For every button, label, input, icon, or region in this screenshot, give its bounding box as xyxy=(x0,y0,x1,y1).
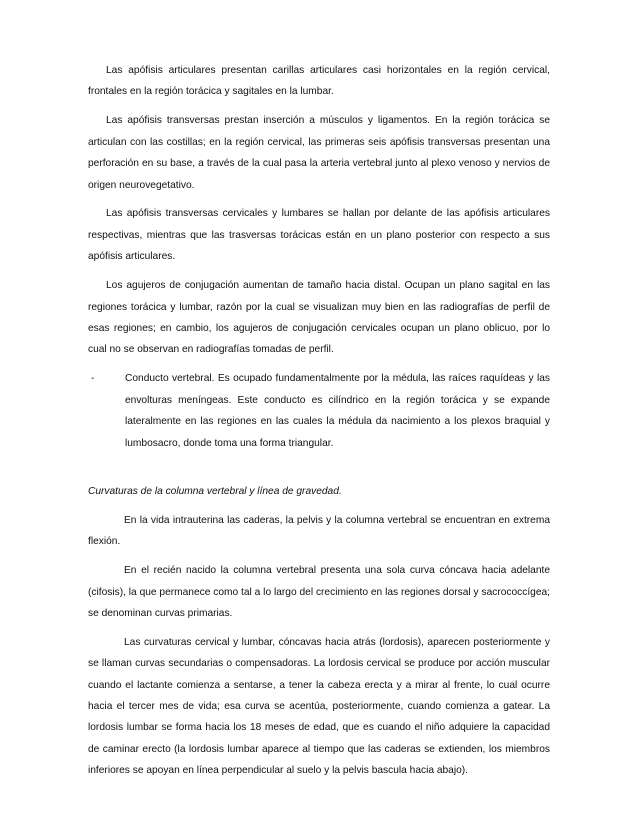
bullet-item-vertebral-canal xyxy=(88,368,550,454)
paragraph-newborn: En el recién nacido la columna vertebral presenta una sola curva cóncava hacia adelante (cifosis), la que permanece como tal a lo largo del crecimiento en las regiones dorsal y sacrococcígea; se denominan curvas primarias. xyxy=(88,565,550,619)
bullet-text: Conducto vertebral. Es ocupado fundamentalmente por la médula, las raíces raquídeas y las envolturas meníngeas. Este conducto es cilíndrico en la región torácica y se expande lateralmente en las regiones en las cuales la médula da nacimiento a los plexos braquial y lumbosacro, donde toma una forma triangular. xyxy=(125,373,550,449)
bullet-marker: - xyxy=(91,373,95,385)
paragraph-articular-processes: Las apófisis articulares presentan carillas articulares casi horizontales en la región cervical, frontales en la región torácica y sagitales en la lumbar. xyxy=(88,65,550,98)
spacer xyxy=(88,467,550,481)
paragraph-intrauterine: En la vida intrauterina las caderas, la pelvis y la columna vertebral se encuentran en extrema flexión. xyxy=(88,514,550,548)
paragraph-conjugation-foramina: Los agujeros de conjugación aumentan de tamaño hacia distal. Ocupan un plano sagital en las regiones torácica y lumbar, razón por la cual se visualizan muy bien en las radiografías de perfil de esas regiones; en cambio, los agujeros de conjugación cervicales ocupan un plano oblicuo, por lo cual no se observan en radiografías tomadas de perfil. xyxy=(88,280,550,356)
section-heading: Curvaturas de la columna vertebral y línea de gravedad. xyxy=(88,485,342,497)
paragraph-transverse-position: Las apófisis transversas cervicales y lumbares se hallan por delante de las apófisis articulares respectivas, mientras que las trasversas torácicas están en un plano posterior con respecto a sus apófisis articulares. xyxy=(88,208,550,263)
document-page xyxy=(88,60,550,789)
paragraph-secondary-curves: Las curvaturas cervical y lumbar, cóncavas hacia atrás (lordosis), aparecen posteriormente y se llaman curvas secundarias o compensadoras. La lordosis cervical se produce por acción muscular cuando el lactante comienza a sentarse, a tener la cabeza erecta y a mirar al frente, lo cual ocurre hacia el tercer mes de vida; esa curva se acentúa, posteriormente, cuando comienza a gatear. La lordosis lumbar se forma hacia los 18 meses de edad, que es cuando el niño adquiere la capacidad de caminar erecto (la lordosis lumbar aparece al tiempo que las caderas se extienden, los miembros inferiores se apoyan en línea perpendicular al suelo y la pelvis bascula hacia abajo). xyxy=(88,636,550,777)
paragraph-transverse-processes: Las apófisis transversas prestan inserción a músculos y ligamentos. En la región torácica se articulan con las costillas; en la región cervical, las primeras seis apófisis transversas presentan una perforación en su base, a través de la cual pasa la arteria vertebral junto al plexo venoso y nervios de origen neurovegetativo. xyxy=(88,115,550,191)
